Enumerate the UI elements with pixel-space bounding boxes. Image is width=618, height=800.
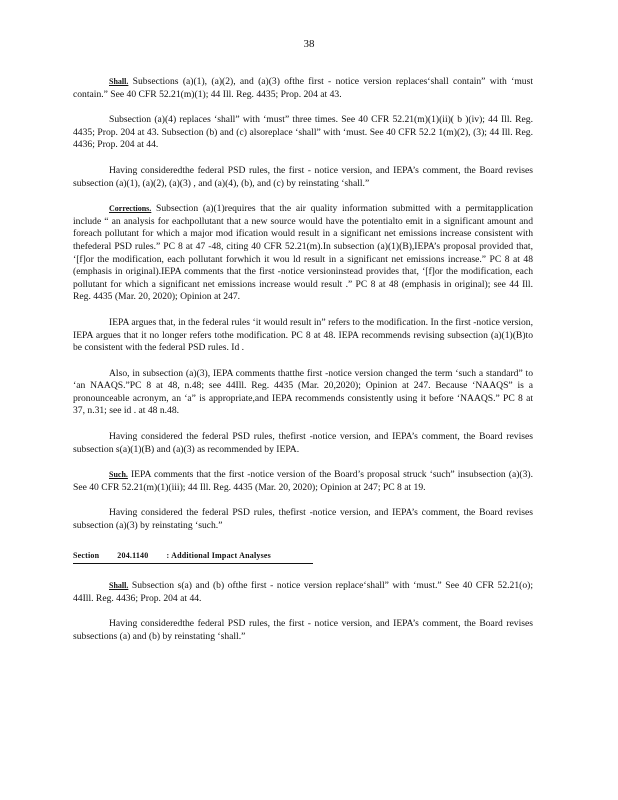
paragraph	[73, 431, 533, 456]
paragraph	[73, 618, 533, 643]
paragraph	[73, 368, 533, 418]
paragraph-text: Having considered the federal PSD rules, thefirst -notice version, and IEPA’s comment, the Board revises subsection s(a)(1)(B) and (a)(3) as recommended by IEPA.	[73, 431, 533, 455]
paragraph-text: Subsections (a)(1), (a)(2), and (a)(3) ofthe first - notice version replaces‘shall contain” with ‘must contain.” See 40 CFR 52.21(m)(1); 44 Ill. Reg. 4435; Prop. 204 at 43.	[73, 76, 533, 100]
paragraph-lead: Shall.	[109, 77, 129, 86]
paragraph-shall	[73, 580, 533, 605]
paragraph-text: IEPA comments that the first -notice version of the Board’s proposal struck ‘such” insubsection (a)(3). See 40 CFR 52.21(m)(1)(iii); 44 Ill. Reg. 4435 (Mar. 20, 2020); Opinion at 247; PC 8 at 19.	[73, 469, 533, 493]
paragraph	[73, 165, 533, 190]
paragraph-corrections	[73, 203, 533, 304]
paragraph-text: Having consideredthe federal PSD rules, the first - notice version, and IEPA’s comment, the Board revises subsections (a) and (b) by reinstating ‘shall.”	[73, 618, 533, 642]
paragraph-text: Subsection (a)(1)requires that the air quality information submitted with a permitapplication include “ an analysis for eachpollutant that a new source would have the potentialto emit in a significant amount and foreach pollutant for which a major mod ification would result in a significant net emissions increase consistent with thefederal PSD rules.” PC 8 at 47 -48, citing 40 CFR 52.21(m).In subsection (a)(1)(B),IEPA’s proposal provided that, ‘[f]or the modification, each pollutant forwhich it wou ld result in a significant net emissions increase.” PC 8 at 48 (emphasis in original).IEPA comments that the first -notice versioninstead provides that, ‘[f]or the modification, each pollutant for which a significant net emissions increase would result .” PC 8 at 48 (emphasis in original); see 44 Ill. Reg. 4435 (Mar. 20, 2020); Opinion at 247.	[73, 203, 533, 303]
paragraph-text: IEPA argues that, in the federal rules ‘it would result in” refers to the modification. In the first -notice version, IEPA argues that it no longer refers tothe modification. PC 8 at 48. IEPA recommends revising subsection (a)(1)(B)to be consistent with the federal PSD rules. Id .	[73, 316, 533, 354]
paragraph-such	[73, 469, 533, 494]
paragraph-text: Also, in subsection (a)(3), IEPA comments thatthe first -notice version changed the term ‘such a standard” to ‘an NAAQS.”PC 8 at 48, n.48; see 44Ill. Reg. 4435 (Mar. 20,2020); Opinion at 247. Because ‘NAAQS” is a pronounceable acronym, an ‘a” is appropriate,and IEPA recommends consistently using it before ‘NAAQS.” PC 8 at 37, n.31; see id . at 48 n.48.	[73, 367, 533, 417]
section-label: Section	[73, 550, 100, 560]
section-heading	[73, 550, 313, 565]
paragraph-lead: Such.	[109, 470, 128, 480]
document-body	[73, 76, 533, 657]
paragraph-text: Subsection s(a) and (b) ofthe first - notice version replace‘shall” with ‘must.” See 40 CFR 52.21(o); 44Ill. Reg. 4436; Prop. 204 at 44.	[73, 580, 533, 604]
paragraph-text: Having considered the federal PSD rules, thefirst -notice version, and IEPA’s comment, the Board revises subsection (a)(3) by reinstating ‘such.”	[73, 507, 533, 532]
paragraph	[73, 507, 533, 532]
section-title: : Additional Impact Analyses	[166, 550, 271, 560]
paragraph-shall	[73, 76, 533, 101]
paragraph-text: Subsection (a)(4) replaces ‘shall” with ‘must” three times. See 40 CFR 52.21(m)(1)(ii)( b )(iv); 44 Ill. Reg. 4435; Prop. 204 at 43. Subsection (b) and (c) alsoreplace ‘shall” with ‘must. See 40 CFR 52.2 1(m)(2), (3); 44 Ill. Reg. 4436; Prop. 204 at 44.	[73, 114, 533, 151]
paragraph	[73, 317, 533, 355]
page-number: 38	[303, 38, 315, 50]
section-number: 204.1140	[117, 550, 149, 560]
paragraph	[73, 114, 533, 152]
paragraph-lead: Corrections.	[109, 204, 152, 214]
paragraph-text: Having consideredthe federal PSD rules, the first - notice version, and IEPA’s comment, the Board revises subsection (a)(1), (a)(2), (a)(3) , and (a)(4), (b), and (c) by reinstating ‘shall.”	[73, 164, 533, 189]
paragraph-lead: Shall.	[109, 581, 129, 591]
